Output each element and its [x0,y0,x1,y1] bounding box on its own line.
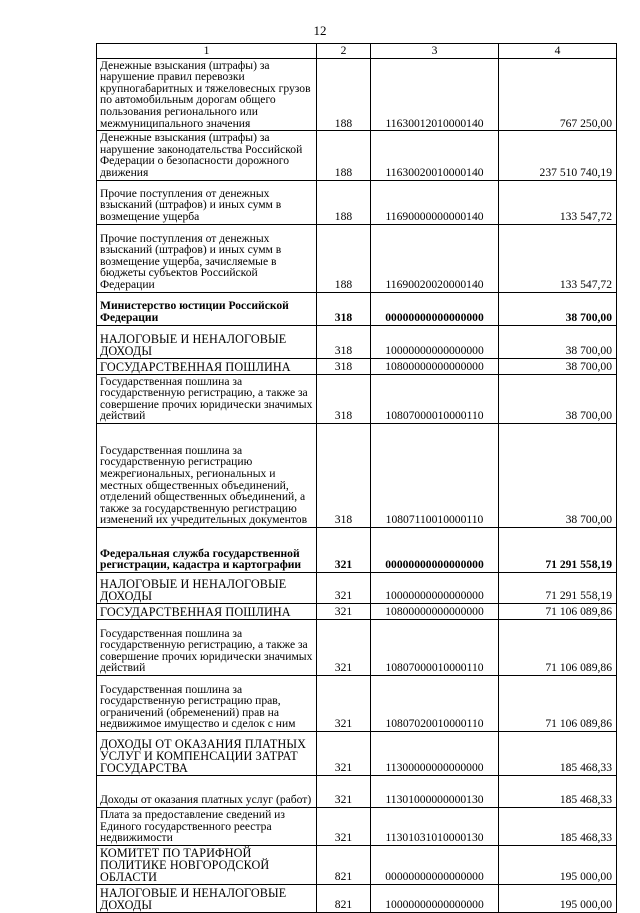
row-name: НАЛОГОВЫЕ И НЕНАЛОГОВЫЕ ДОХОДЫ [97,572,317,603]
row-amount: 185 468,33 [499,731,617,775]
table-row [97,527,617,572]
row-kbk: 00000000000000000 [371,845,499,884]
row-amount: 133 547,72 [499,224,617,292]
row-code: 318 [317,423,371,527]
row-code: 321 [317,527,371,572]
row-kbk: 11690020020000140 [371,224,499,292]
row-code: 188 [317,58,371,131]
row-kbk: 11301000000000130 [371,775,499,807]
row-code: 821 [317,884,371,912]
row-name: ГОСУДАРСТВЕННАЯ ПОШЛИНА [97,358,317,374]
row-code: 188 [317,224,371,292]
page-number: 12 [313,23,327,38]
header-col-3: 3 [371,44,499,59]
row-code: 318 [317,292,371,325]
header-col-4: 4 [499,44,617,59]
table-row [97,884,617,912]
table-row [97,292,617,325]
row-kbk: 10800000000000000 [371,358,499,374]
row-name: Денежные взыскания (штрафы) за нарушение правил перевозки крупногабаритных и тяжеловесных грузов по автомобильным дорогам общего пользования регионального или межмуниципального значения [97,58,317,131]
table-header-row [97,44,617,59]
row-kbk: 11690000000000140 [371,180,499,224]
row-amount: 38 700,00 [499,358,617,374]
row-kbk: 11630012010000140 [371,58,499,131]
row-name: Прочие поступления от денежных взысканий (штрафов) и иных сумм в возмещение ущерба [97,180,317,224]
table-row [97,572,617,603]
row-amount: 71 106 089,86 [499,603,617,619]
row-code: 318 [317,374,371,423]
table-row [97,224,617,292]
row-amount: 133 547,72 [499,180,617,224]
row-name: Федеральная служба государственной регистрации, кадастра и картографии [97,527,317,572]
row-amount: 38 700,00 [499,374,617,423]
row-amount: 185 468,33 [499,775,617,807]
row-amount: 767 250,00 [499,58,617,131]
table-row [97,58,617,131]
table-row [97,807,617,845]
row-code: 321 [317,619,371,675]
row-amount: 71 106 089,86 [499,619,617,675]
row-code: 821 [317,845,371,884]
row-kbk: 10000000000000000 [371,884,499,912]
table-row [97,325,617,358]
row-kbk: 00000000000000000 [371,292,499,325]
row-kbk: 10807110010000110 [371,423,499,527]
row-name: НАЛОГОВЫЕ И НЕНАЛОГОВЫЕ ДОХОДЫ [97,884,317,912]
table-row [97,675,617,731]
row-code: 321 [317,675,371,731]
row-kbk: 10000000000000000 [371,572,499,603]
row-amount: 71 291 558,19 [499,572,617,603]
table-row [97,619,617,675]
table-row [97,358,617,374]
row-kbk: 11301031010000130 [371,807,499,845]
row-name: Прочие поступления от денежных взысканий (штрафов) и иных сумм в возмещение ущерба, зачисляемые в бюджеты субъектов Российской Федерации [97,224,317,292]
table-row [97,603,617,619]
row-code: 188 [317,180,371,224]
row-code: 188 [317,131,371,180]
table-row [97,775,617,807]
row-amount: 38 700,00 [499,325,617,358]
row-amount: 185 468,33 [499,807,617,845]
table-row [97,731,617,775]
row-code: 321 [317,603,371,619]
row-name: Государственная пошлина за государственную регистрацию, а также за совершение прочих юридически значимых действий [97,619,317,675]
row-amount: 195 000,00 [499,884,617,912]
row-amount: 237 510 740,19 [499,131,617,180]
row-amount: 71 106 089,86 [499,675,617,731]
row-code: 321 [317,807,371,845]
row-kbk: 10807000010000110 [371,374,499,423]
row-amount: 195 000,00 [499,845,617,884]
row-amount: 38 700,00 [499,292,617,325]
row-code: 318 [317,358,371,374]
row-code: 321 [317,731,371,775]
row-code: 321 [317,775,371,807]
row-code: 321 [317,572,371,603]
row-kbk: 11630020010000140 [371,131,499,180]
row-name: Министерство юстиции Российской Федерации [97,292,317,325]
row-kbk: 10800000000000000 [371,603,499,619]
row-kbk: 10000000000000000 [371,325,499,358]
row-amount: 38 700,00 [499,423,617,527]
row-name: ДОХОДЫ ОТ ОКАЗАНИЯ ПЛАТНЫХ УСЛУГ И КОМПЕНСАЦИИ ЗАТРАТ ГОСУДАРСТВА [97,731,317,775]
table-row [97,845,617,884]
row-kbk: 00000000000000000 [371,527,499,572]
row-name: НАЛОГОВЫЕ И НЕНАЛОГОВЫЕ ДОХОДЫ [97,325,317,358]
table-row [97,423,617,527]
header-col-2: 2 [317,44,371,59]
row-kbk: 11300000000000000 [371,731,499,775]
table-row [97,180,617,224]
table-row [97,374,617,423]
row-name: Доходы от оказания платных услуг (работ) [97,775,317,807]
row-name: Государственная пошлина за государственную регистрацию прав, ограничений (обременений) прав на недвижимое имущество и сделок с ним [97,675,317,731]
row-amount: 71 291 558,19 [499,527,617,572]
revenue-table [96,43,617,913]
row-kbk: 10807000010000110 [371,619,499,675]
header-col-1: 1 [97,44,317,59]
row-code: 318 [317,325,371,358]
row-name: ГОСУДАРСТВЕННАЯ ПОШЛИНА [97,603,317,619]
row-name: Государственная пошлина за государственную регистрацию межрегиональных, региональных и местных общественных объединений, отделений общественных объединений, а также за государственную регистрацию изменений их учредительных документов [97,423,317,527]
row-kbk: 10807020010000110 [371,675,499,731]
row-name: Денежные взыскания (штрафы) за нарушение законодательства Российской Федерации о безопасности дорожного движения [97,131,317,180]
row-name: Государственная пошлина за государственную регистрацию, а также за совершение прочих юридически значимых действий [97,374,317,423]
row-name: Плата за предоставление сведений из Единого государственного реестра недвижимости [97,807,317,845]
row-name: КОМИТЕТ ПО ТАРИФНОЙ ПОЛИТИКЕ НОВГОРОДСКОЙ ОБЛАСТИ [97,845,317,884]
table-row [97,131,617,180]
